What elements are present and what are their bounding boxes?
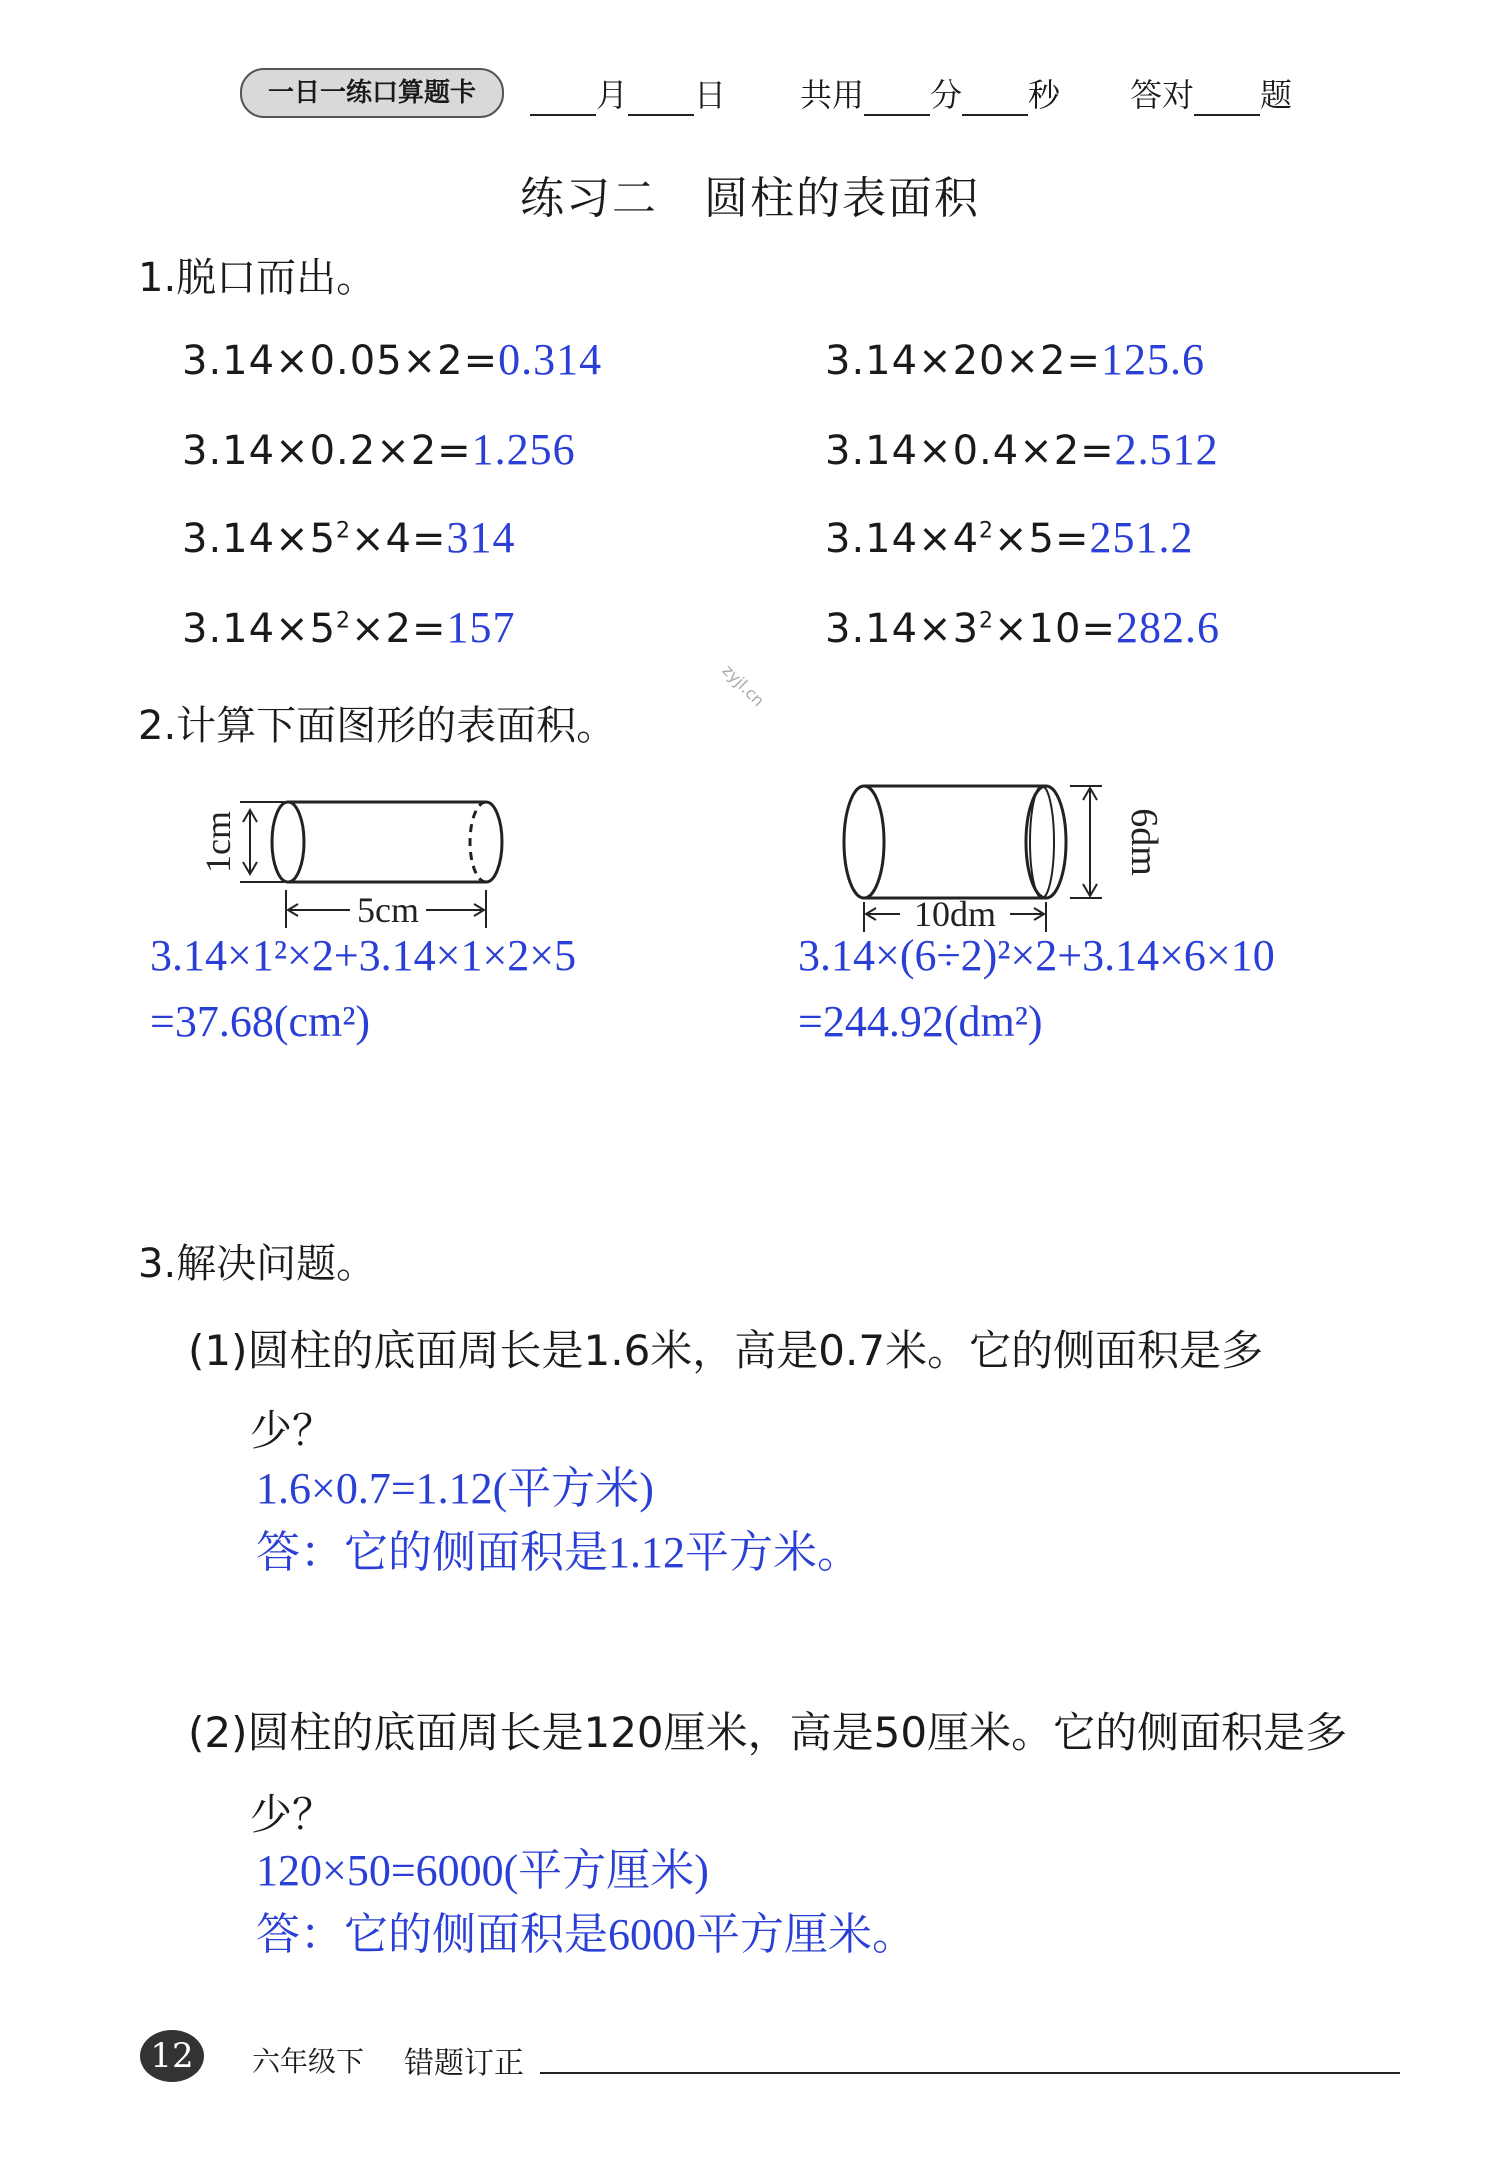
problem-expr: 3.14×0.4×2= (825, 428, 1115, 474)
cylinder1-right-hidden-edge (470, 802, 486, 882)
q2-line1: (2)圆柱的底面周长是120厘米，高是50厘米。它的侧面积是多 (188, 1708, 1348, 1757)
section3-heading: 3.解决问题。 (138, 1241, 377, 1287)
q1-line1: (1)圆柱的底面周长是1.6米，高是0.7米。它的侧面积是多 (188, 1326, 1264, 1375)
day-label: 日 (694, 76, 727, 114)
question-label: 题 (1260, 76, 1293, 114)
second-label: 秒 (1028, 76, 1061, 114)
grade-label: 六年级下 (252, 2045, 365, 2078)
problem-answer: 282.6 (1115, 603, 1220, 652)
problem-expr: 3.14×0.2×2= (182, 428, 472, 474)
problem-expr-tail: ×4= (351, 516, 447, 562)
cylinder-figure-1 (190, 760, 530, 940)
used-label: 共用 (800, 76, 865, 114)
correct-label: 答对 (1130, 76, 1195, 114)
month-blank[interactable] (530, 86, 596, 116)
problem-expr: 3.14×3 (825, 606, 980, 652)
problem-answer: 2.512 (1114, 425, 1219, 474)
watermark: zyjl.cn (718, 660, 769, 711)
problem-exp: 2 (336, 518, 352, 544)
cylinder1-diameter-label: 1cm (198, 811, 238, 873)
score-fields (1130, 70, 1292, 116)
correction-label: 错题订正 (404, 2046, 524, 2081)
q2-line2: 少？ (250, 1790, 335, 1839)
problem-answer: 125.6 (1100, 335, 1205, 384)
card-badge: 一日一练口算题卡 (240, 68, 504, 118)
problem-5 (182, 512, 516, 563)
problem-expr: 3.14×5 (182, 516, 337, 562)
page-number: 12 (140, 2030, 204, 2082)
problem-exp: 2 (336, 608, 352, 634)
problem-expr-tail: ×5= (994, 516, 1090, 562)
section2-heading: 2.计算下面图形的表面积。 (138, 703, 617, 749)
problem-expr: 3.14×20×2= (825, 338, 1101, 384)
cylinder2-diameter-label: 6dm (1123, 808, 1165, 876)
problem-7 (182, 602, 516, 653)
q2-answer: 答：它的侧面积是6000平方厘米。 (256, 1910, 916, 1959)
problem-exp: 2 (979, 608, 995, 634)
day-blank[interactable] (628, 86, 694, 116)
cylinder2-length-label: 10dm (913, 894, 997, 934)
problem-expr: 3.14×4 (825, 516, 980, 562)
fig1-work-line2: =37.68(cm²) (150, 997, 371, 1046)
problem-answer: 251.2 (1089, 513, 1194, 562)
problem-4 (825, 424, 1219, 475)
correction-line[interactable] (540, 2072, 1400, 2074)
cylinder2-right-rim (1030, 786, 1054, 898)
page-title: 练习二 圆柱的表面积 (520, 173, 980, 224)
cylinder1-right-visible-edge (486, 802, 502, 882)
time-fields (800, 70, 1060, 116)
minute-label: 分 (930, 76, 963, 114)
cylinder1-left-end (272, 802, 304, 882)
problem-answer: 314 (446, 513, 516, 562)
fig2-work-line2: =244.92(dm²) (798, 997, 1043, 1046)
problem-answer: 157 (446, 603, 516, 652)
correct-blank[interactable] (1194, 86, 1260, 116)
q1-answer: 答：它的侧面积是1.12平方米。 (256, 1528, 861, 1577)
month-label: 月 (596, 76, 629, 114)
problem-answer: 0.314 (498, 335, 603, 384)
problem-expr-tail: ×2= (351, 606, 447, 652)
problem-8 (825, 602, 1220, 653)
problem-answer: 1.256 (471, 425, 576, 474)
problem-expr-tail: ×10= (994, 606, 1116, 652)
problem-3 (182, 424, 576, 475)
second-blank[interactable] (962, 86, 1028, 116)
cylinder-figure-2 (830, 760, 1170, 940)
problem-expr: 3.14×5 (182, 606, 337, 652)
problem-expr: 3.14×0.05×2= (182, 338, 499, 384)
problem-6 (825, 512, 1194, 563)
problem-exp: 2 (979, 518, 995, 544)
fig2-work-line1: 3.14×(6÷2)²×2+3.14×6×10 (798, 931, 1275, 980)
q2-work: 120×50=6000(平方厘米) (256, 1846, 709, 1895)
cylinder2-right-end (1026, 786, 1066, 898)
problem-1 (182, 334, 602, 385)
cylinder1-length-label: 5cm (357, 890, 419, 930)
q1-work: 1.6×0.7=1.12(平方米) (256, 1464, 654, 1513)
section1-heading: 1.脱口而出。 (138, 255, 377, 301)
q1-line2: 少？ (250, 1406, 335, 1455)
cylinder2-left-end (844, 786, 884, 898)
fig1-work-line1: 3.14×1²×2+3.14×1×2×5 (150, 931, 577, 980)
minute-blank[interactable] (864, 86, 930, 116)
problem-2 (825, 334, 1205, 385)
date-fields (530, 70, 726, 116)
